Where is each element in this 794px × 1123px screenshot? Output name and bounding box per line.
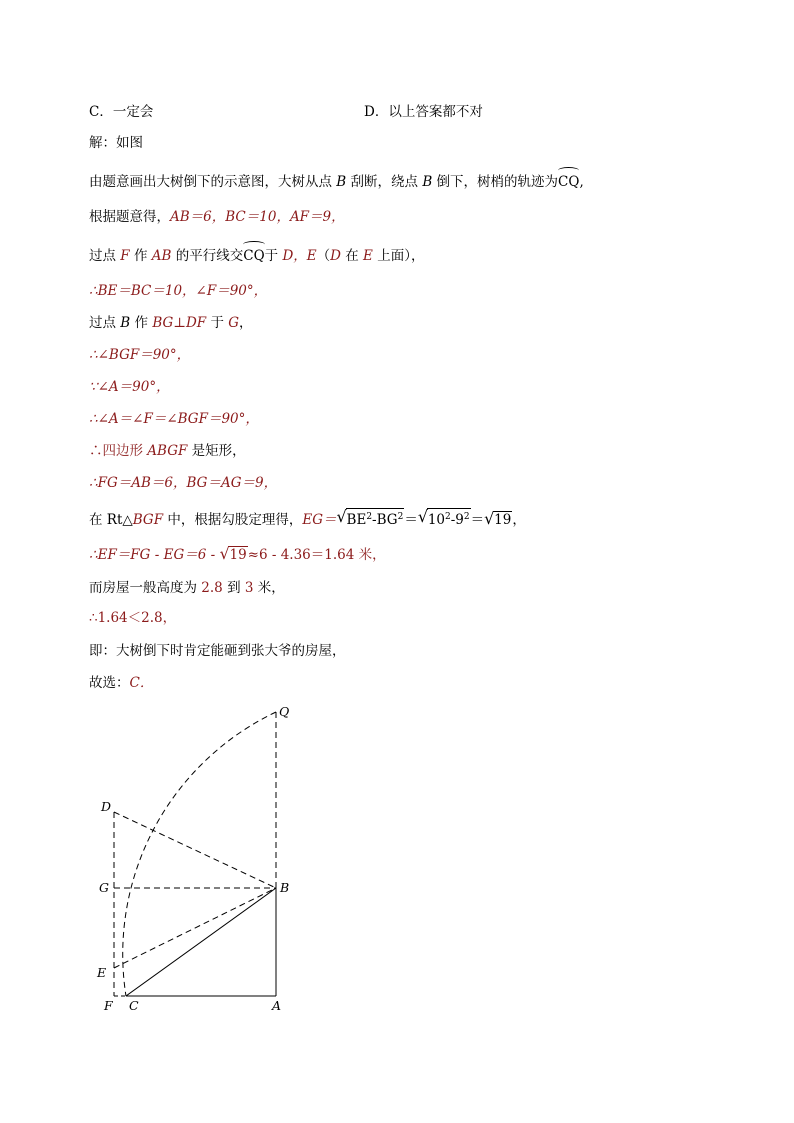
text: （: [316, 248, 331, 264]
segment-bc: [126, 888, 276, 996]
radical-icon: √: [336, 507, 347, 526]
exponent: 2: [366, 512, 373, 522]
text: 于: [206, 315, 229, 331]
quadrilateral: ABGF: [147, 443, 188, 459]
eg-label: EG＝: [302, 512, 337, 528]
segment-db: [114, 812, 276, 888]
exponent: 2: [463, 512, 470, 522]
arc-cq: CQ: [558, 174, 580, 190]
value: 3: [244, 580, 254, 596]
label-g: G: [99, 880, 109, 895]
text: 19: [494, 512, 512, 528]
solution-line-8: ∴∠A＝∠F＝∠BGF＝90°，: [89, 411, 259, 427]
text: 过点: [89, 248, 121, 264]
point-b: B: [336, 174, 347, 190]
text: 的平行线交: [171, 248, 244, 264]
point: G: [228, 315, 240, 331]
label-d: D: [101, 799, 112, 814]
point-b: B: [422, 174, 433, 190]
text: ＝: [470, 512, 485, 528]
option-d: D．以上答案都不对: [364, 104, 483, 120]
label-a: A: [272, 998, 282, 1013]
solution-line-15: 即：大树倒下时肯定能砸到张大爷的房屋，: [89, 643, 346, 659]
point: D: [330, 248, 341, 264]
text: 到: [222, 580, 245, 596]
label-f: F: [104, 998, 113, 1013]
text: 中，根据勾股定理得，: [163, 512, 303, 528]
text: ≈6 - 4.36＝1.64 米，: [247, 547, 386, 563]
radical-icon: √: [417, 507, 429, 526]
points: D，E: [282, 248, 317, 264]
segment: AB: [151, 248, 172, 264]
exponent: 2: [445, 512, 451, 522]
text: ＝: [404, 512, 418, 528]
solution-line-4: ∴BE＝BC＝10，∠F＝90°，: [89, 283, 268, 299]
text: 由题意画出大树倒下的示意图，大树从点: [89, 174, 337, 190]
text: 于: [264, 248, 283, 264]
label-q: Q: [279, 704, 290, 719]
text: 在 Rt△: [89, 512, 133, 528]
text: 倒下，树梢的轨迹为: [432, 174, 559, 190]
text: ,: [579, 174, 584, 190]
text: ∴EF＝FG - EG＝6 -: [89, 547, 220, 563]
text: ∴四边形: [89, 443, 148, 459]
text: 过点: [89, 315, 121, 331]
given-values: AB＝6，BC＝10，AF＝9，: [170, 209, 345, 225]
text: ，: [239, 315, 253, 331]
text: 而房屋一般高度为: [89, 580, 202, 596]
solution-line-10: ∴FG＝AB＝6，BG＝AG＝9，: [89, 475, 278, 491]
solution-line-6: ∴∠BGF＝90°，: [89, 347, 191, 363]
value: 2.8: [201, 580, 223, 596]
radical-icon: √: [484, 509, 495, 528]
text: 米，: [253, 580, 285, 596]
point: B: [120, 315, 131, 331]
text: ，: [512, 512, 526, 528]
point: E: [363, 248, 373, 264]
solution-intro: 解：如图: [89, 135, 143, 151]
label-c: C: [129, 998, 139, 1013]
text: 19: [229, 547, 247, 563]
text: -9: [450, 512, 464, 528]
arc-cq: [123, 712, 276, 996]
segment-eb: [114, 888, 276, 968]
option-c: C．一定会: [89, 104, 154, 120]
solution-line-7: ∵∠A＝90°，: [89, 379, 170, 395]
text: 作: [130, 315, 153, 331]
text: 故选：: [89, 675, 130, 691]
triangle: BGF: [132, 512, 164, 528]
text: BE: [346, 512, 367, 528]
radical-icon: √: [219, 544, 230, 563]
perpendicular: BG⊥DF: [152, 315, 207, 331]
text: 上面），: [372, 248, 425, 264]
text: 刮断，绕点: [346, 174, 423, 190]
exponent: 2: [397, 512, 404, 522]
arc-cq: CQ: [243, 248, 265, 264]
text: 作: [129, 248, 152, 264]
answer: C．: [129, 675, 154, 691]
label-b: B: [280, 880, 290, 895]
text: 根据题意得，: [89, 209, 170, 225]
text: 在: [340, 248, 364, 264]
solution-line-14: ∴1.64＜2.8，: [89, 610, 177, 626]
label-e: E: [97, 965, 107, 980]
text: 是矩形，: [187, 443, 246, 459]
text: 10: [427, 512, 445, 528]
text: -BG: [372, 512, 398, 528]
point: F: [120, 248, 130, 264]
